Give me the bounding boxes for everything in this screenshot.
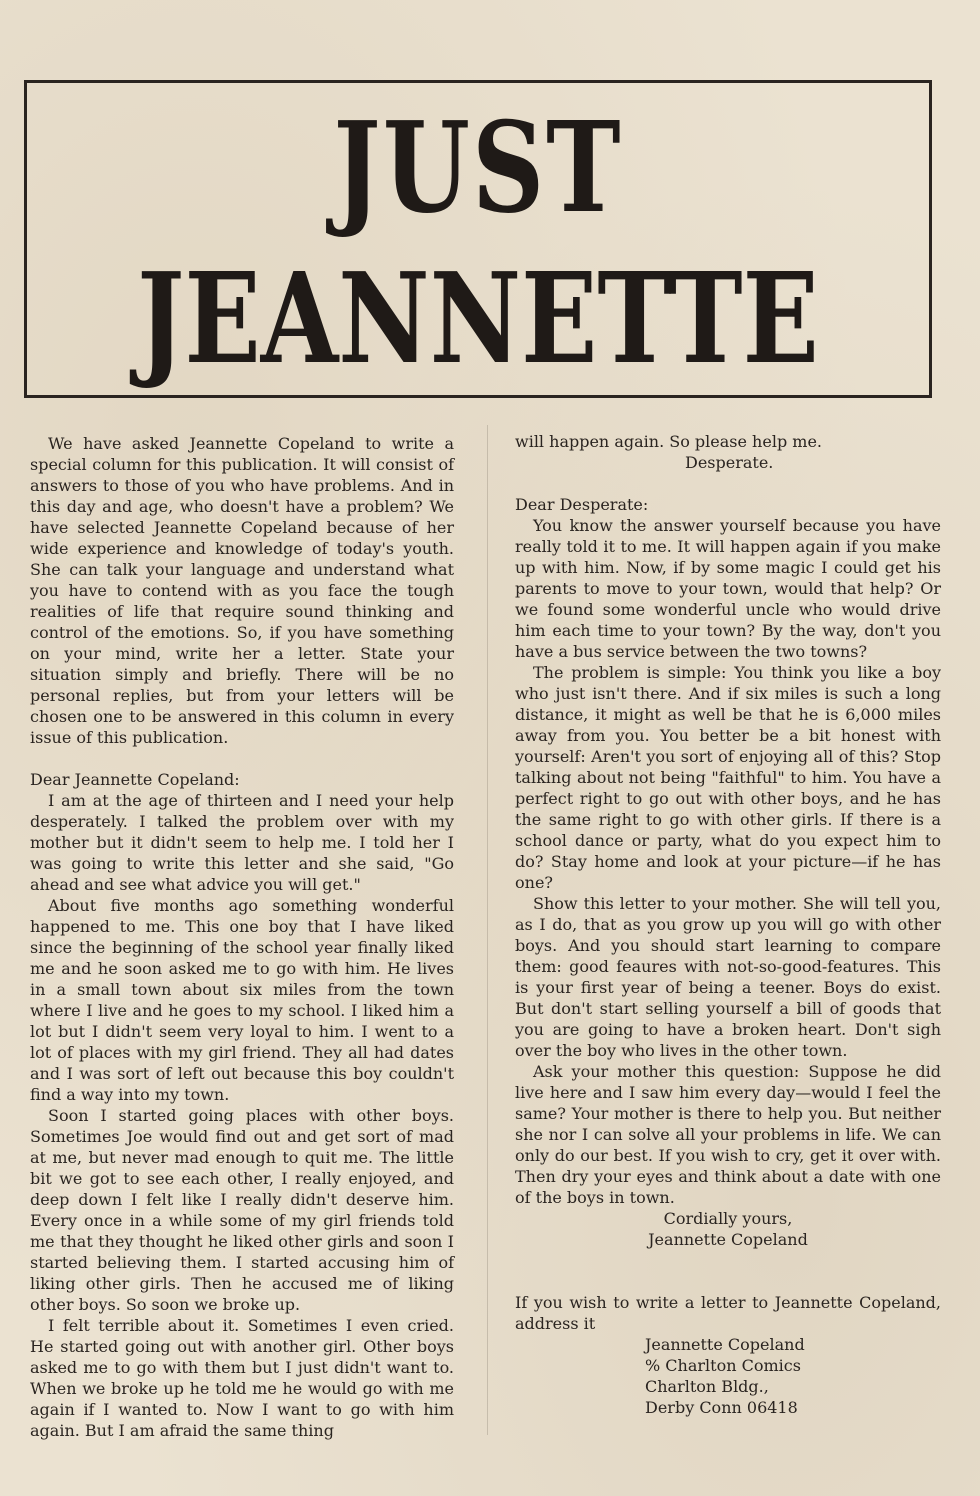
column-divider xyxy=(487,425,488,1435)
left-column xyxy=(30,433,454,1441)
reply-salutation: Dear Desperate: xyxy=(515,495,649,514)
intro-paragraph: We have asked Jeannette Copeland to write a special column for this publication. It will consist of answers to those of you who have problems. And in this day and age, who doesn't have a problem? We have selected Jeannette Copeland because of her wide experience and knowledge of today's youth. She can talk your language and understand what you have to contend with as you face the tough realities of life that require sound thinking and control of the emotions. So, if you have something on your mind, write her a letter. State your situation simply and briefly. There will be no personal replies, but from your letters will be chosen one to be answered in this column in every issue of this publication. xyxy=(30,434,454,747)
closing: Cordially yours, xyxy=(663,1209,793,1228)
letter-salutation: Dear Jeannette Copeland: xyxy=(30,770,240,789)
letter-signoff: Desperate. xyxy=(685,453,774,472)
reply-paragraph: The problem is simple: You think you like a boy who just isn't there. And if six miles is such a long distance, it might as well be that he is 6,000 miles away from you. You better be a bit honest with yourself: Aren't you sort of enjoying all of this? Stop talking about not being "faithful" to him. You have a perfect right to go out with other boys, and he has the same right to go with other girls. If there is a school dance or party, what do you expect him to do? Stay home and look at your picture—if he has one? xyxy=(515,663,941,892)
address-line: Charlton Bldg., xyxy=(645,1377,769,1396)
letter-paragraph: About five months ago something wonderful happened to me. This one boy that I have liked since the beginning of the school year finally liked me and he soon asked me to go with him. He lives in a small town about six miles from the town where I live and he goes to my school. I liked him a lot but I didn't seem very loyal to him. I went to a lot of places with my girl friend. They all had dates and I was sort of left out because this boy couldn't find a way into my town. xyxy=(30,896,454,1104)
address-intro: If you wish to write a letter to Jeannette Copeland, address it xyxy=(515,1293,941,1333)
right-column xyxy=(515,431,941,1418)
letter-paragraph: I felt terrible about it. Sometimes I even cried. He started going out with another girl. Other boys asked me to go with them but I just didn't want to. When we broke up he told me he would go with me again if I wanted to. Now I want to go with him again. But I am afraid the same thing xyxy=(30,1316,454,1440)
letter-end: will happen again. So please help me. xyxy=(515,432,822,451)
signature: Jeannette Copeland xyxy=(648,1230,808,1249)
letter-paragraph: I am at the age of thirteen and I need your help desperately. I talked the problem over with my mother but it didn't seem to help me. I told her I was going to write this letter and she said, "Go ahead and see what advice you will get." xyxy=(30,791,454,894)
reply-paragraph: Ask your mother this question: Suppose he did live here and I saw him every day—would I feel the same? Your mother is there to help you. But neither she nor I can solve all your problems in life. We can only do our best. If you wish to cry, get it over with. Then dry your eyes and think about a date with one of the boys in town. xyxy=(515,1062,941,1207)
address-line: Jeannette Copeland xyxy=(645,1335,805,1354)
title-line-just: JUST xyxy=(333,93,623,241)
reply-paragraph: You know the answer yourself because you have really told it to me. It will happen again if you make up with him. Now, if by some magic I could get his parents to move to your town, would that help? Or we found some wonderful uncle who would drive him each time to your town? By the way, don't you have a bus service between the two towns? xyxy=(515,516,941,661)
address-line: % Charlton Comics xyxy=(645,1356,801,1375)
reply-paragraph: Show this letter to your mother. She will tell you, as I do, that as you grow up you will go with other boys. And you should start learning to compare them: good feaures with not-so-good-features. This is your first year of being a teener. Boys do exist. But don't start selling yourself a bill of goods that you are going to have a broken heart. Don't sigh over the boy who lives in the other town. xyxy=(515,894,941,1060)
letter-paragraph: Soon I started going places with other boys. Sometimes Joe would find out and get sort of mad at me, but never mad enough to quit me. The little bit we got to see each other, I really enjoyed, and deep down I felt like I really didn't deserve him. Every once in a while some of my girl friends told me that they thought he liked other girls and soon I started believing them. I started accusing him of liking other girls. Then he accused me of liking other boys. So soon we broke up. xyxy=(30,1106,454,1314)
title-line-jeannette: JEANNETTE xyxy=(137,244,819,392)
title-box xyxy=(24,80,932,398)
mailing-address xyxy=(515,1334,941,1418)
address-line: Derby Conn 06418 xyxy=(645,1398,798,1417)
